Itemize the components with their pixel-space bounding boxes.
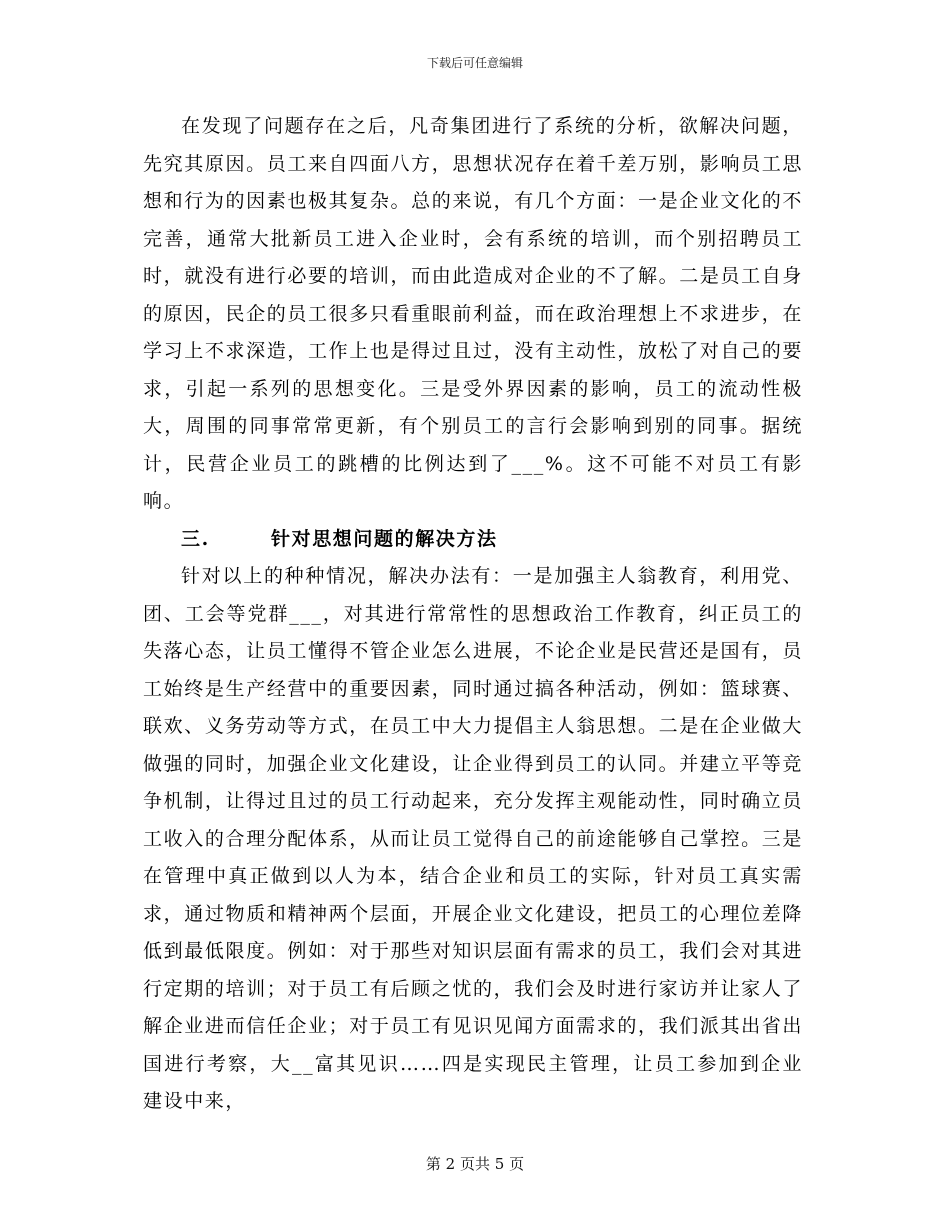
section-heading <box>143 521 803 559</box>
document-body <box>143 108 803 1121</box>
section-number: 三. <box>181 527 210 550</box>
paragraph-solutions: 针对以上的种种情况，解决办法有：一是加强主人翁教育，利用党、团、工会等党群___，对其进行常常性的思想政治工作教育，纠正员工的失落心态，让员工懂得不管企业怎么进展，不论企业是民营还是国有，员工始终是生产经营中的重要因素，同时通过搞各种活动，例如：篮球赛、联欢、义务劳动等方式，在员工中大力提倡主人翁思想。二是在企业做大做强的同时，加强企业文化建设，让企业得到员工的认同。并建立平等竞争机制，让得过且过的员工行动起来，充分发挥主观能动性，同时确立员工收入的合理分配体系，从而让员工觉得自己的前途能够自己掌控。三是在管理中真正做到以人为本，结合企业和员工的实际，针对员工真实需求，通过物质和精神两个层面，开展企业文化建设，把员工的心理位差降低到最低限度。例如：对于那些对知识层面有需求的员工，我们会对其进行定期的培训；对于员工有后顾之忧的，我们会及时进行家访并让家人了解企业进而信任企业；对于员工有见识见闻方面需求的，我们派其出省出国进行考察，大__富其见识……四是实现民主管理，让员工参加到企业建设中来， <box>143 565 803 1112</box>
page-header: 下载后可任意编辑 <box>426 56 523 70</box>
page-number-footer: 第 2 页共 5 页 <box>425 1155 525 1173</box>
section-title: 针对思想问题的解决方法 <box>271 527 498 550</box>
paragraph-problem-analysis: 在发现了问题存在之后，凡奇集团进行了系统的分析，欲解决问题，先究其原因。员工来自四面八方，思想状况存在着千差万别，影响员工思想和行为的因素也极其复杂。总的来说，有几个方面：一是企业文化的不完善，通常大批新员工进入企业时，会有系统的培训，而个别招聘员工时，就没有进行必要的培训，而由此造成对企业的不了解。二是员工自身的原因，民企的员工很多只看重眼前利益，而在政治理想上不求进步，在学习上不求深造，工作上也是得过且过，没有主动性，放松了对自己的要求，引起一系列的思想变化。三是受外界因素的影响，员工的流动性极大，周围的同事常常更新，有个别员工的言行会影响到别的同事。据统计，民营企业员工的跳槽的比例达到了___%。这不可能不对员工有影响。 <box>143 115 803 512</box>
